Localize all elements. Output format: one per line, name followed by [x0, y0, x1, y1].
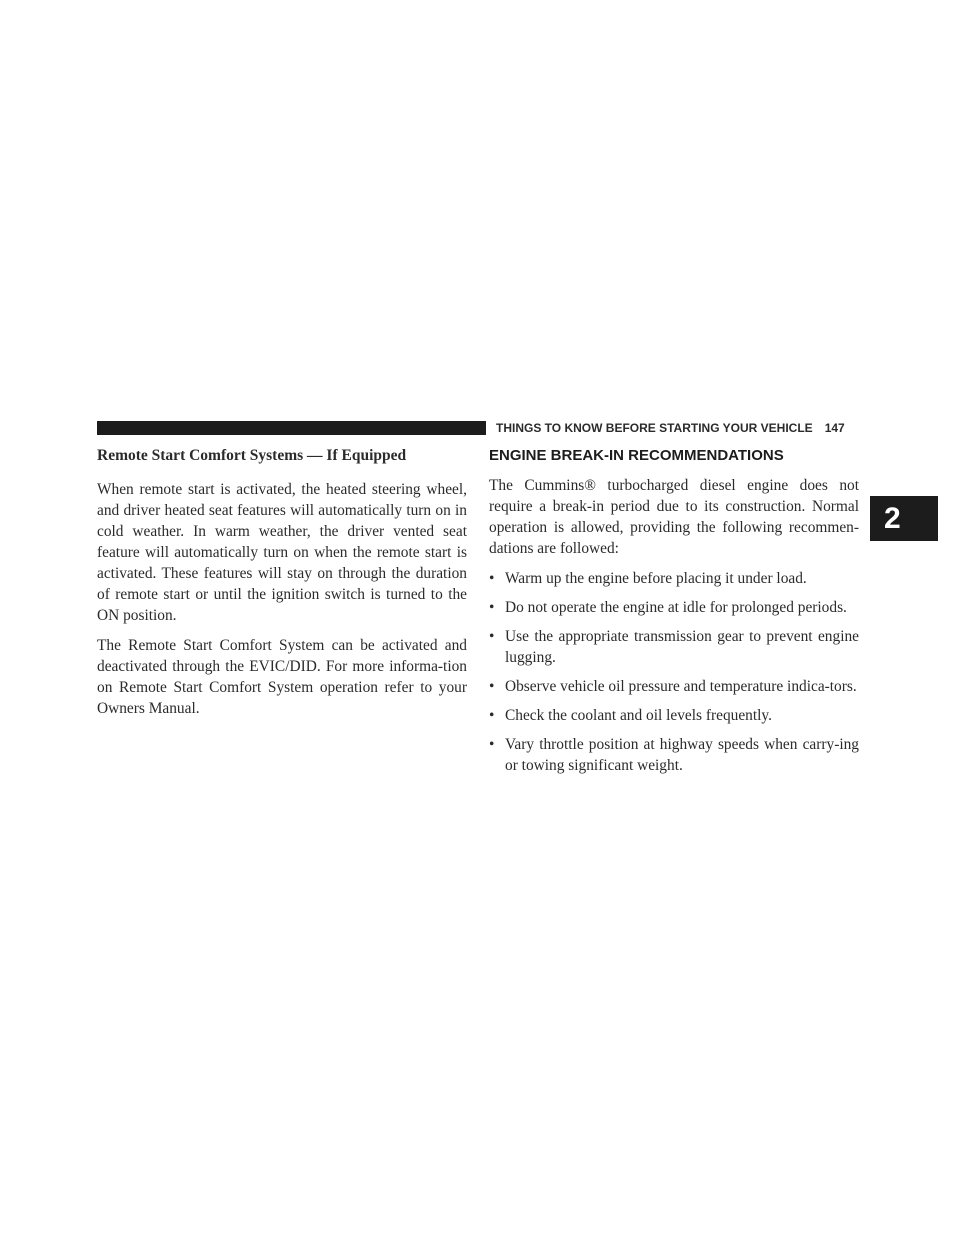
bullet-icon: •: [489, 678, 495, 695]
list-item: [489, 705, 859, 726]
header-rule-bar: [97, 421, 486, 435]
chapter-tab: 2: [870, 496, 938, 541]
remote-start-heading: Remote Start Comfort Systems — If Equipped: [97, 447, 407, 464]
page-number: 147: [824, 421, 845, 435]
running-header: [496, 421, 866, 435]
bullet-icon: •: [489, 628, 495, 645]
list-item-text: Observe vehicle oil pressure and temperature indica-tors.: [505, 678, 857, 695]
bullet-icon: •: [489, 599, 495, 616]
list-item: [489, 676, 859, 697]
list-item-text: Warm up the engine before placing it under load.: [505, 570, 807, 587]
bullet-icon: •: [489, 736, 495, 753]
right-column: [489, 446, 859, 784]
list-item-text: Check the coolant and oil levels frequently.: [505, 707, 772, 724]
recommendation-list: [489, 568, 859, 776]
list-item: [489, 626, 859, 668]
list-item-text: Do not operate the engine at idle for prolonged periods.: [505, 599, 847, 616]
bullet-icon: •: [489, 570, 495, 587]
list-item: [489, 597, 859, 618]
left-column: [97, 446, 467, 728]
list-item-text: Vary throttle position at highway speeds when carry-ing or towing significant weight.: [505, 736, 859, 774]
list-item: [489, 568, 859, 589]
running-header-title: THINGS TO KNOW BEFORE STARTING YOUR VEHICLE: [496, 421, 813, 435]
break-in-intro: The Cummins® turbocharged diesel engine does not require a break-in period due to its construction. Normal operation is allowed, providing the following recommen-dations are followed:: [489, 477, 859, 557]
list-item: [489, 734, 859, 776]
break-in-heading: ENGINE BREAK-IN RECOMMENDATIONS: [489, 447, 784, 464]
remote-start-paragraph-1: When remote start is activated, the heated steering wheel, and driver heated seat features will automatically turn on in cold weather. In warm weather, the driver vented seat feature will automatically turn on when the remote start is activated. These features will stay on through the duration of remote start or until the ignition switch is turned to the ON position.: [97, 481, 467, 624]
bullet-icon: •: [489, 707, 495, 724]
remote-start-paragraph-2: The Remote Start Comfort System can be activated and deactivated through the EVIC/DID. For more informa-tion on Remote Start Comfort System operation refer to your Owners Manual.: [97, 637, 467, 717]
list-item-text: Use the appropriate transmission gear to prevent engine lugging.: [505, 628, 859, 666]
